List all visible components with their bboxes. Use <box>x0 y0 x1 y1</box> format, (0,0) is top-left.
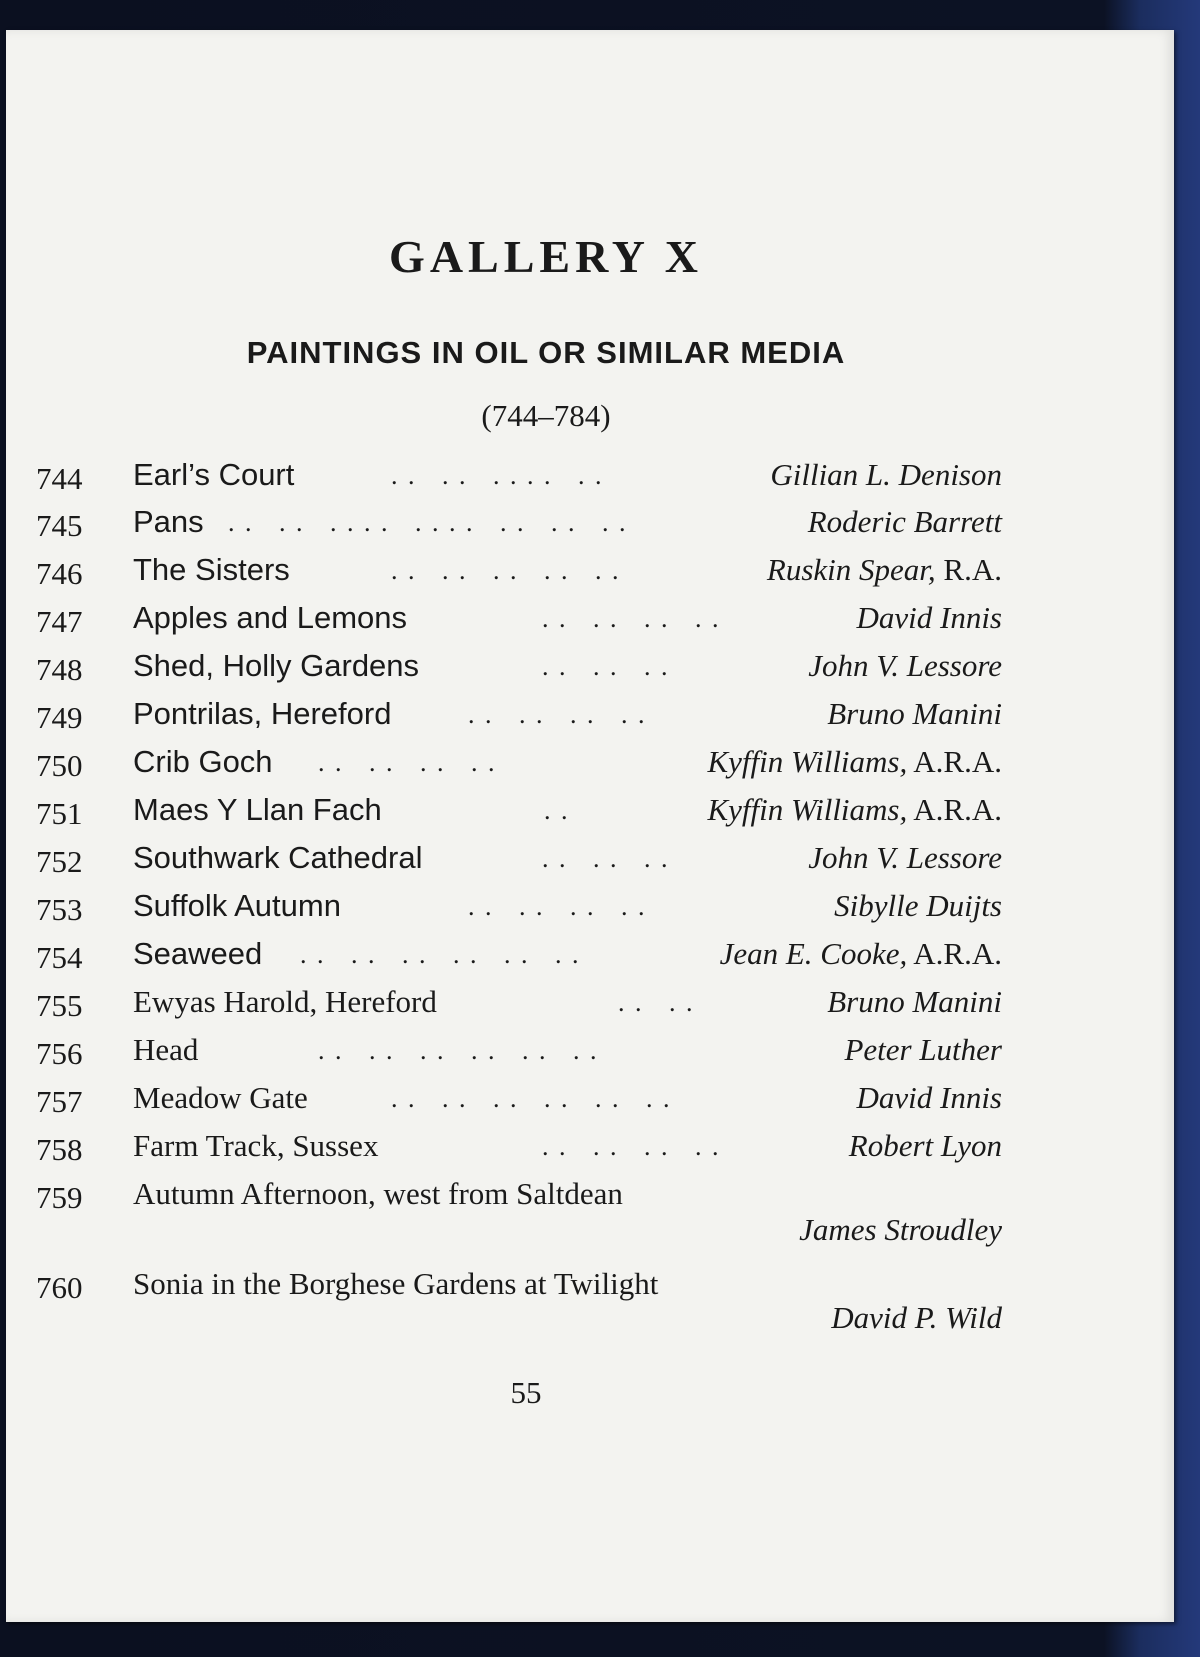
entry-number: 753 <box>36 892 83 927</box>
artist-name: John V. Lessore <box>808 648 1002 683</box>
entry-number: 757 <box>36 1084 83 1119</box>
entry-artist <box>720 936 1002 972</box>
entry-number: 748 <box>36 652 83 687</box>
catalogue-entry <box>6 504 1174 550</box>
entry-artist <box>808 840 1002 876</box>
page-number: 55 <box>510 1375 542 1410</box>
artist-name: Kyffin Williams, <box>707 744 908 779</box>
artist-honour: R.A. <box>935 552 1002 587</box>
leader-dots: . . . . . . . . . . . . <box>300 940 581 969</box>
entry-artist <box>707 744 1002 780</box>
entry-title: Ewyas Harold, Hereford <box>133 984 437 1019</box>
catalogue-entry <box>6 1266 1174 1356</box>
entry-number: 747 <box>36 604 83 639</box>
entry-title: Pans <box>133 504 204 539</box>
artist-name: Sibylle Duijts <box>834 888 1002 923</box>
entry-artist <box>707 792 1002 828</box>
catalogue-range: (744–784) <box>481 398 611 433</box>
catalogue-entry <box>6 1080 1174 1126</box>
catalogue-entry <box>6 1128 1174 1174</box>
entry-artist <box>827 984 1002 1020</box>
entry-artist <box>849 1128 1002 1164</box>
entry-number: 759 <box>36 1180 83 1215</box>
entry-artist <box>808 648 1002 684</box>
entry-title: Autumn Afternoon, west from Saltdean <box>133 1176 623 1211</box>
entry-artist: David P. Wild <box>831 1300 1002 1335</box>
catalogue-entry <box>6 457 1174 503</box>
catalogue-entry <box>6 552 1174 598</box>
leader-dots: . . . . . . <box>542 652 670 681</box>
artist-name: Bruno Manini <box>827 984 1002 1019</box>
entry-number: 752 <box>36 844 83 879</box>
artist-honour: A.R.A. <box>907 744 1002 779</box>
catalogue-entry <box>6 792 1174 838</box>
leader-dots: . . . . . . . . <box>468 700 647 729</box>
entry-artist <box>834 888 1002 924</box>
entry-artist: James Stroudley <box>799 1212 1002 1247</box>
entry-number: 746 <box>36 556 83 591</box>
catalogue-page <box>6 30 1174 1622</box>
entry-title: Southwark Cathedral <box>133 840 423 875</box>
artist-name: Robert Lyon <box>848 1128 1002 1163</box>
entry-title: Shed, Holly Gardens <box>133 648 420 683</box>
catalogue-entry <box>6 936 1174 982</box>
catalogue-entry <box>6 696 1174 742</box>
catalogue-entry <box>6 984 1174 1030</box>
entry-artist <box>856 1080 1002 1116</box>
entry-artist <box>856 600 1002 636</box>
artist-name: John V. Lessore <box>808 840 1002 875</box>
catalogue-entry <box>6 1032 1174 1078</box>
entry-number: 749 <box>36 700 83 735</box>
entry-title: Head <box>133 1032 199 1067</box>
entry-title: Apples and Lemons <box>133 600 408 635</box>
leader-dots: . . . . . . . . . . . . <box>318 1036 599 1065</box>
entry-number: 744 <box>36 461 83 496</box>
artist-honour: A.R.A. <box>907 936 1002 971</box>
artist-name: Gillian L. Denison <box>770 457 1002 492</box>
catalogue-entry <box>6 744 1174 790</box>
leader-dots: . . . . . . . . <box>542 1132 721 1161</box>
catalogue-entry <box>6 840 1174 886</box>
entry-number: 754 <box>36 940 83 975</box>
leader-dots: . . . . . . . . <box>318 748 497 777</box>
artist-name: Bruno Manini <box>827 696 1002 731</box>
entry-artist <box>827 696 1002 732</box>
entry-title: Suffolk Autumn <box>133 888 341 923</box>
artist-name: Jean E. Cooke, <box>719 936 908 971</box>
entry-artist <box>770 457 1002 493</box>
leader-dots: . . . . . . . . . . <box>391 556 621 585</box>
leader-dots: . . . . . . <box>542 844 670 873</box>
leader-dots: . . . . . . . . . . . . <box>391 1084 672 1113</box>
artist-name: David Innis <box>856 600 1002 635</box>
leader-dots: . . . . . . . . . . <box>391 461 604 490</box>
entry-number: 755 <box>36 988 83 1023</box>
artist-honour: A.R.A. <box>907 792 1002 827</box>
catalogue-entry <box>6 648 1174 694</box>
artist-name: Peter Luther <box>844 1032 1002 1067</box>
entry-title: The Sisters <box>133 552 290 587</box>
artist-name: Kyffin Williams, <box>707 792 908 827</box>
entry-title: Earl’s Court <box>133 457 295 492</box>
leader-dots: . . . . <box>618 988 695 1017</box>
catalogue-entry <box>6 1176 1174 1266</box>
entry-artist <box>767 552 1002 588</box>
entry-title: Sonia in the Borghese Gardens at Twilight <box>133 1266 659 1301</box>
entry-title: Pontrilas, Hereford <box>133 696 392 731</box>
entry-number: 750 <box>36 748 83 783</box>
entry-number: 756 <box>36 1036 83 1071</box>
entry-number: 751 <box>36 796 83 831</box>
catalogue-entry <box>6 888 1174 934</box>
entry-number: 758 <box>36 1132 83 1167</box>
entry-title: Seaweed <box>133 936 263 971</box>
section-title: PAINTINGS IN OIL OR SIMILAR MEDIA <box>246 335 846 370</box>
artist-name: David Innis <box>856 1080 1002 1115</box>
entry-title: Farm Track, Sussex <box>133 1128 379 1163</box>
leader-dots: . . . . . . . . <box>542 604 721 633</box>
catalogue-entry <box>6 600 1174 646</box>
leader-dots: . . . . . . . . . . . . . . . . . . <box>228 508 628 537</box>
entry-title: Meadow Gate <box>133 1080 308 1115</box>
leader-dots: . . . . . . . . <box>468 892 647 921</box>
leader-dots: . . <box>544 796 570 825</box>
artist-name: Roderic Barrett <box>807 504 1002 539</box>
entry-title: Maes Y Llan Fach <box>133 792 382 827</box>
entry-title: Crib Goch <box>133 744 273 779</box>
entry-artist <box>808 504 1002 540</box>
gallery-title: GALLERY X <box>389 231 703 282</box>
artist-name: Ruskin Spear, <box>766 552 936 587</box>
entry-artist <box>844 1032 1002 1068</box>
entry-number: 760 <box>36 1270 83 1305</box>
entry-number: 745 <box>36 508 83 543</box>
